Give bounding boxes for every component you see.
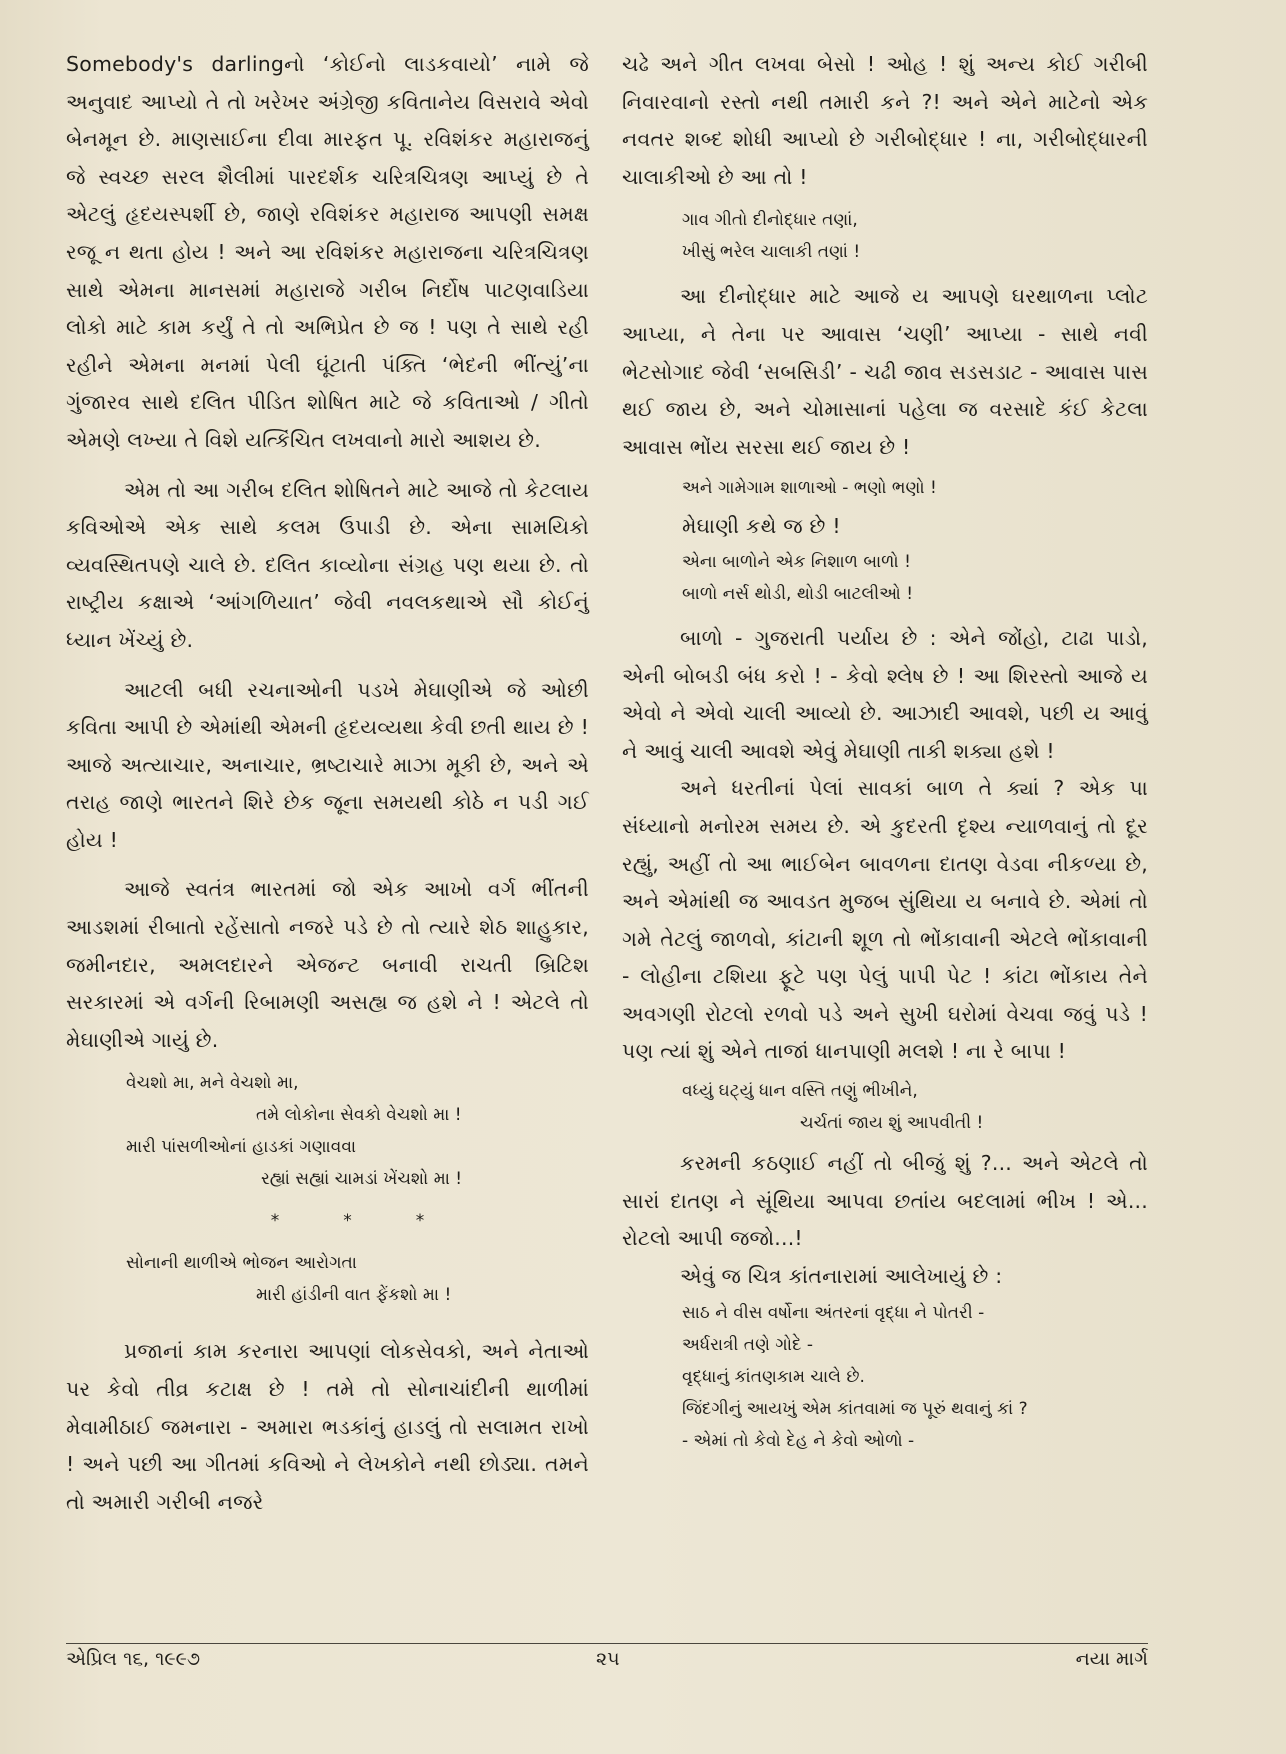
- footer-divider: [66, 1643, 1148, 1644]
- issue-date: એપ્રિલ ૧૬, ૧૯૯૭: [66, 1648, 201, 1670]
- left-poem-1: [126, 1067, 589, 1195]
- page-footer: [66, 1648, 1148, 1684]
- left-paragraph-2: એમ તો આ ગરીબ દલિત શોષિતને માટે આજે તો કેટલાય કવિઓએ એક સાથે કલમ ઉપાડી છે. એના સામયિકો વ્યવસ્થિતપણે ચાલે છે. દલિત કાવ્યોના સંગ્રહ પણ થયા છે. તો રાષ્ટ્રીય કક્ષાએ ‘આંગળિયાત’ જેવી નવલકથાએ સૌ કોઈનું ધ્યાન ખેંચ્યું છે.: [66, 477, 589, 652]
- poem-line: રહ્યાં સહ્યાં ચામડાં ખેંચશો મા !: [261, 1169, 463, 1190]
- right-paragraph-5: અને ધરતીનાં પેલાં સાવકાં બાળ તે ક્યાં ? એક પા સંધ્યાનો મનોરમ સમય છે. એ કુદરતી દૃશ્ય ન્યાળવાનું તો દૂર રહ્યું, અહીં તો આ ભાઈબેન બાવળના દાતણ વેડવા નીકળ્યા છે, અને એમાંથી જ આવડત મુજબ સુંથિયા ય બનાવે છે. એમાં તો ગમે તેટલું જાળવો, કાંટાની શૂળ તો ભોંકાવાની એટલે ભોંકાવાની - લોહીના ટશિયા ફૂટે પણ પેલું પાપી પેટ ! કાંટા ભોંકાય તેને અવગણી રોટલો રળવો પડે અને સુખી ઘરોમાં વેચવા જવું પડે ! પણ ત્યાં શું એને તાજાં ધાનપાણી મલશે ! ના રે બાપા !: [622, 776, 1148, 1064]
- section-separator: [106, 1211, 589, 1231]
- poem-line: વૃદ્ધાનું કાંતણકામ ચાલે છે.: [682, 1367, 865, 1388]
- left-poem-2: [126, 1247, 589, 1311]
- left-paragraph-3: આટલી બધી રચનાઓની પડખે મેઘાણીએ જે ઓછી કવિતા આપી છે એમાંથી એમની હૃદયવ્યથા કેવી છતી થાય છે ! આજે અત્યાચાર, અનાચાર, ભ્રષ્ટાચારે માઝા મૂકી છે, અને એ તરાહ જાણે ભારતને શિરે છેક જૂના સમયથી કોઠે ન પડી ગઈ હોય !: [66, 677, 589, 852]
- right-column: [622, 46, 1148, 1457]
- poem-line: મારી પાંસળીઓનાં હાડકાં ગણાવવા: [126, 1137, 357, 1158]
- left-paragraph-4: આજે સ્વતંત્ર ભારતમાં જો એક આખો વર્ગ ભીંતની આડશમાં રીબાતો રહેંસાતો નજરે પડે છે તો ત્યારે શેઠ શાહુકાર, જમીનદાર, અમલદારને એજન્ટ બનાવી રાચતી બ્રિટિશ સરકારમાં એ વર્ગની રિબામણી અસહ્ય જ હશે ને ! એટલે તો મેઘાણીએ ગાયું છે.: [66, 877, 589, 1052]
- separator-star: *: [270, 1211, 280, 1232]
- left-paragraph-5: પ્રજાનાં કામ કરનારા આપણાં લોકસેવકો, અને નેતાઓ પર કેવો તીવ્ર કટાક્ષ છે ! તમે તો સોનાચાંદીની થાળીમાં મેવામીઠાઈ જમનારા - અમારા ભડકાંનું હાડલું તો સલામત રાખો ! અને પછી આ ગીતમાં કવિઓ ને લેખકોને નથી છોડ્યા. તમને તો અમારી ગરીબી નજરે: [66, 1339, 589, 1514]
- poem-line: અર્ધરાત્રી તણે ગોદે -: [682, 1335, 814, 1356]
- page-number: ૨૫: [596, 1648, 620, 1670]
- poem-line: જિંદગીનું આયખું એમ કાંતવામાં જ પૂરું થવાનું કાં ?: [682, 1399, 1028, 1420]
- poem-line: સાઠ ને વીસ વર્ષોના અંતરનાં વૃદ્ધા ને પોતરી -: [682, 1303, 985, 1324]
- poem-line: અને ગામેગામ શાળાઓ - ભણો ભણો !: [682, 478, 937, 499]
- right-paragraph-1: ચઢે અને ગીત લખવા બેસો ! ઓહ ! શું અન્ય કોઈ ગરીબી નિવારવાનો રસ્તો નથી તમારી કને ?! અને એને માટેનો એક નવતર શબ્દ શોધી આપ્યો છે ગરીબોદ્ધાર ! ના, ગરીબોદ્ધારની ચાલાકીઓ છે આ તો !: [622, 52, 1148, 189]
- right-paragraph-6: કરમની કઠણાઈ નહીં તો બીજું શું ?... અને એટલે તો સારાં દાતણ ને સૂંથિયા આપવા છતાંય બદલામાં ભીખ ! એ... રોટલો આપી જજો...!: [622, 1151, 1148, 1251]
- right-poem-2: [682, 472, 1148, 504]
- poem-line: સોનાની થાળીએ ભોજન આરોગતા: [126, 1253, 357, 1274]
- magazine-name: નયા માર્ગ: [1075, 1648, 1148, 1670]
- right-paragraph-2: આ દીનોદ્ધાર માટે આજે ય આપણે ઘરથાળના પ્લોટ આપ્યા, ને તેના પર આવાસ ‘ચણી’ આપ્યા - સાથે નવી ભેટસોગાદ જેવી ‘સબસિડી’ - ચઢી જાવ સડસડાટ - આવાસ પાસ થઈ જાય છે, અને ચોમાસાનાં પહેલા જ વરસાદે કંઈ કેટલા આવાસ ભોંય સરસા થઈ જાય છે !: [622, 284, 1148, 459]
- poem-line: બાળો નર્સ થોડી, થોડી બાટલીઓ !: [682, 583, 914, 604]
- right-poem-1: [682, 204, 1148, 268]
- poem-line: - એમાં તો કેવો દેહ ને કેવો ઓળો -: [682, 1431, 915, 1452]
- separator-star: *: [415, 1211, 425, 1232]
- right-poem-5: [682, 1297, 1148, 1457]
- left-paragraph-1: Somebody's darlingનો ‘કોઈનો લાડકવાયો’ નામે જે અનુવાદ આપ્યો તે તો ખરેખર અંગ્રેજી કવિતાનેય વિસરાવે એવો બેનમૂન છે. માણસાઈના દીવા મારફત પૂ. રવિશંકર મહારાજનું જે સ્વચ્છ સરલ શૈલીમાં પારદર્શક ચરિત્રચિત્રણ આપ્યું છે તે એટલું હૃદયસ્પર્શી છે, જાણે રવિશંકર મહારાજ આપણી સમક્ષ રજૂ ન થતા હોય ! અને આ રવિશંકર મહારાજના ચરિત્રચિત્રણ સાથે એમના માનસમાં મહારાજે ગરીબ નિર્દોષ પાટણવાડિયા લોકો માટે કામ કર્યું તે તો અભિપ્રેત છે જ ! પણ તે સાથે રહી રહીને એમના મનમાં પેલી ઘૂંટાતી પંક્તિ ‘ભેદની ભીંત્યું’ના ગુંજારવ સાથે દલિત પીડિત શોષિત માટે જે કવિતાઓ / ગીતો એમણે લખ્યા તે વિશે યત્કિંચિત લખવાનો મારો આશય છે.: [66, 52, 589, 452]
- right-paragraph-4: બાળો - ગુજરાતી પર્યાય છે : એને જોંહો, ટાઢા પાડો, એની બોબડી બંધ કરો ! - કેવો શ્લેષ છે ! આ શિરસ્તો આજે ય એવો ને એવો ચાલી આવ્યો છે. આઝાદી આવશે, પછી ય આવું ને આવું ચાલી આવશે એવું મેઘાણી તાકી શક્યા હશે !: [622, 625, 1148, 763]
- right-paragraph-7: એવું જ ચિત્ર કાંતનારામાં આલેખાયું છે :: [680, 1263, 1003, 1288]
- right-poem-4: [682, 1075, 1148, 1139]
- poem-line: ખીસું ભરેલ ચાલાકી તણાં !: [682, 242, 861, 263]
- poem-line: મારી હાંડીની વાત ફેંકશો મા !: [256, 1285, 452, 1306]
- right-paragraph-3: મેઘાણી કથે જ છે !: [682, 514, 841, 539]
- poem-line: એના બાળોને એક નિશાળ બાળો !: [682, 551, 911, 572]
- left-column: [66, 46, 589, 1521]
- poem-line: ચર્ચતાં જાય શું આપવીતી !: [800, 1113, 984, 1134]
- poem-line: વેચશો મા, મને વેચશો મા,: [126, 1073, 299, 1094]
- right-poem-3: [682, 546, 1148, 610]
- separator-star: *: [343, 1211, 352, 1232]
- poem-line: તમે લોકોના સેવકો વેચશો મા !: [256, 1105, 462, 1126]
- poem-line: ગાવ ગીતો દીનોદ્ધાર તણાં,: [682, 210, 858, 231]
- poem-line: વધ્યું ઘટ્યું ધાન વસ્તિ તણું ભીખીને,: [682, 1081, 918, 1102]
